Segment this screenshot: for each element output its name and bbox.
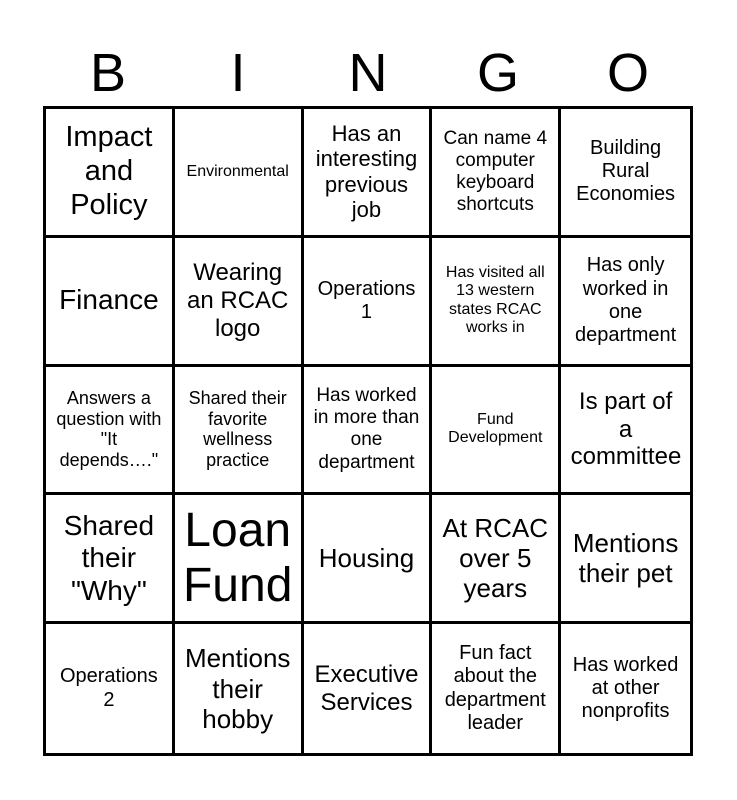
bingo-cell[interactable] (304, 624, 433, 753)
bingo-cell[interactable] (304, 495, 433, 624)
cell-text: Housing (318, 543, 415, 574)
bingo-cell[interactable] (561, 367, 690, 496)
bingo-cell[interactable] (561, 238, 690, 367)
header-letter-b: B (89, 43, 127, 103)
bingo-cell[interactable] (46, 624, 175, 753)
bingo-board (43, 106, 693, 756)
bingo-cell[interactable] (175, 238, 304, 367)
bingo-cell[interactable] (304, 238, 433, 367)
bingo-cell[interactable] (432, 495, 561, 624)
bingo-cell[interactable] (175, 624, 304, 753)
cell-text: Has visited all 13 western states RCAC works in (445, 263, 545, 337)
cell-text: Mentions their hobby (184, 643, 291, 734)
bingo-cell[interactable] (175, 367, 304, 496)
cell-text: Fun fact about the department leader (444, 642, 546, 734)
bingo-cell[interactable] (46, 109, 175, 238)
cell-text: Has worked at other nonprofits (572, 653, 679, 723)
bingo-cell[interactable] (432, 367, 561, 496)
bingo-cell[interactable] (432, 109, 561, 238)
cell-text: Mentions their pet (572, 528, 679, 589)
cell-text: Impact and Policy (65, 121, 153, 221)
cell-text: Loan Fund (182, 504, 293, 613)
cell-text: Has an interesting previous job (315, 120, 418, 223)
bingo-cell[interactable] (46, 495, 175, 624)
header-letter-n: N (348, 43, 388, 103)
cell-text: At RCAC over 5 years (442, 513, 549, 604)
cell-text: Has only worked in one department (575, 254, 677, 346)
bingo-cell[interactable] (46, 367, 175, 496)
cell-text: Can name 4 computer keyboard shortcuts (443, 127, 548, 215)
cell-text: Environmental (186, 162, 289, 180)
bingo-cell[interactable] (46, 238, 175, 367)
bingo-cell[interactable] (304, 109, 433, 238)
cell-text: Fund Development (448, 410, 543, 447)
bingo-cell[interactable] (175, 109, 304, 238)
cell-text: Operations 2 (59, 665, 158, 711)
bingo-cell[interactable] (561, 495, 690, 624)
cell-text: Answers a question with "It depends…." (56, 387, 162, 471)
cell-text: Is part of a committee (570, 387, 682, 471)
cell-text: Finance (59, 284, 159, 316)
cell-text: Operations 1 (317, 277, 416, 323)
bingo-cell[interactable] (175, 495, 304, 624)
cell-text: Building Rural Economies (576, 137, 676, 206)
cell-text: Shared their "Why" (63, 509, 155, 606)
cell-text: Has worked in more than one department (313, 385, 420, 473)
header-letter-i: I (230, 43, 246, 103)
bingo-header (43, 40, 693, 106)
cell-text: Shared their favorite wellness practice (188, 387, 287, 471)
cell-text: Executive Services (314, 660, 419, 716)
bingo-cell[interactable] (432, 238, 561, 367)
cell-text: Wearing an RCAC logo (187, 258, 289, 342)
bingo-cell[interactable] (561, 624, 690, 753)
header-letter-g: G (476, 43, 519, 103)
bingo-cell[interactable] (304, 367, 433, 496)
header-letter-o: O (606, 43, 649, 103)
bingo-cell[interactable] (432, 624, 561, 753)
bingo-cell[interactable] (561, 109, 690, 238)
